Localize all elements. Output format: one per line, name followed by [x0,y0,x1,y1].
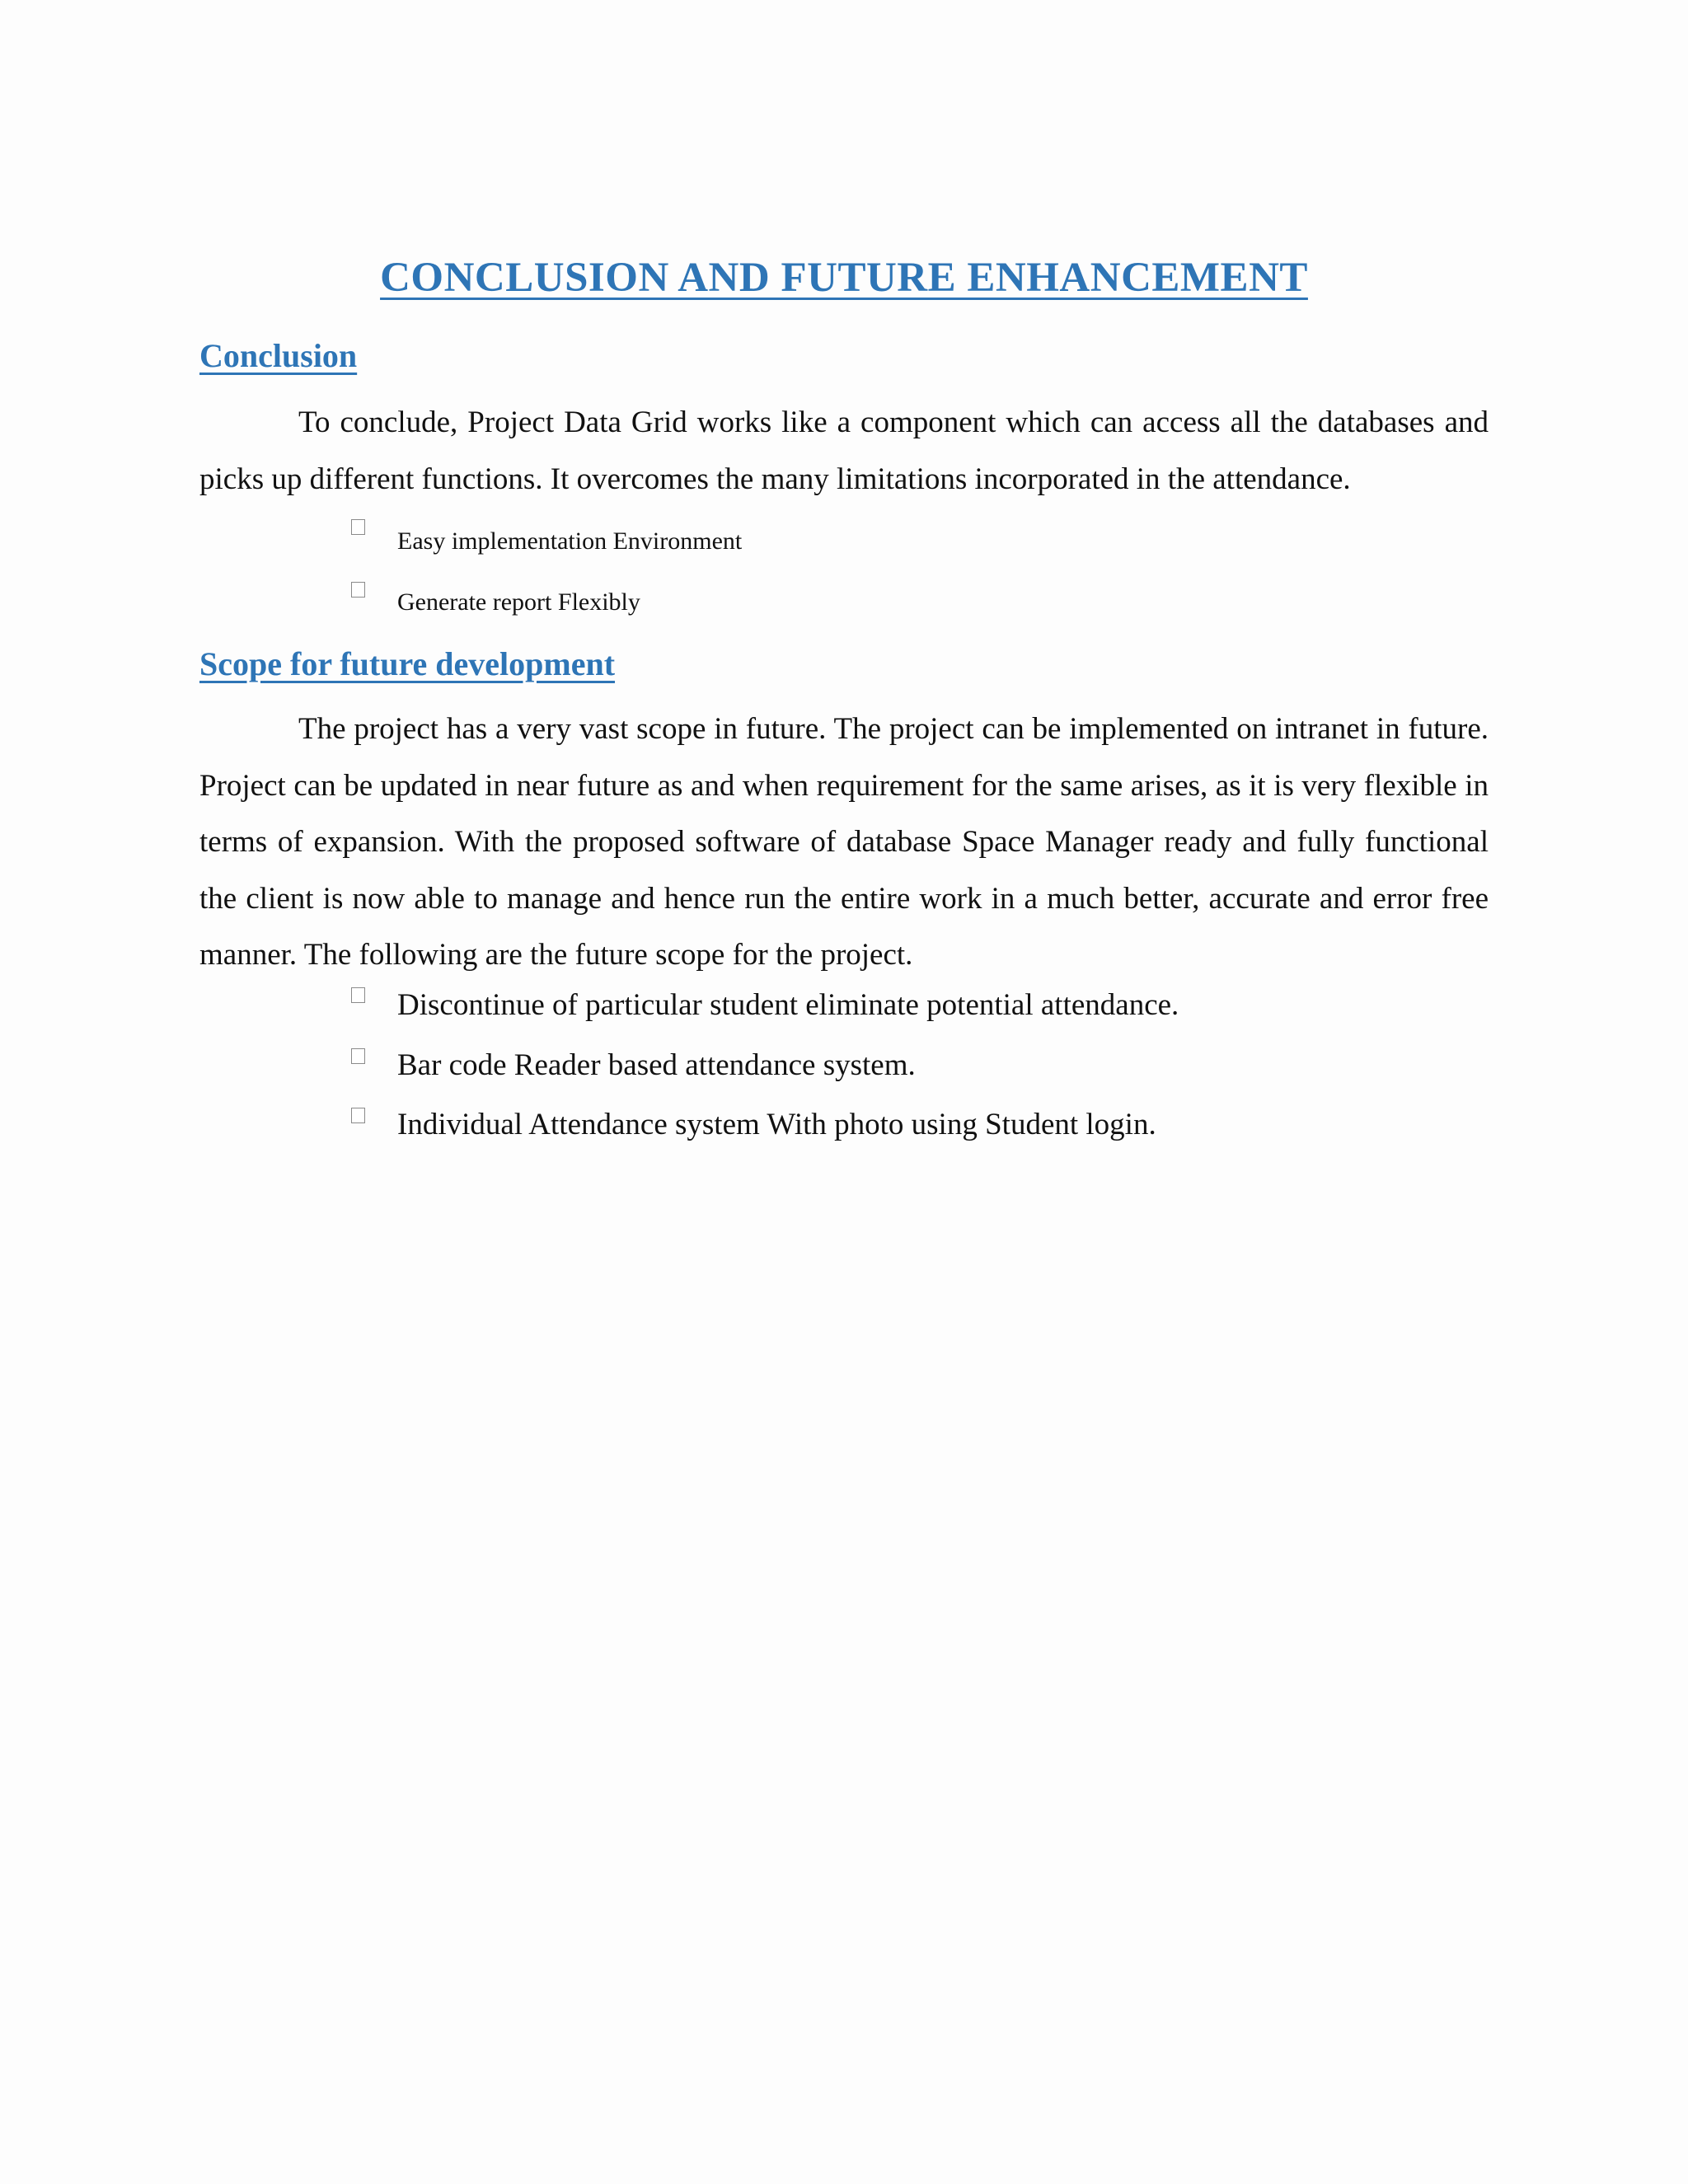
bullet-text: Discontinue of particular student eliminate potential attendance. [397,988,1179,1022]
conclusion-heading: Conclusion [199,337,358,374]
conclusion-paragraph: To conclude, Project Data Grid works like a component which can access all the databases and picks up different functions. It overcomes the many limitations incorporated in the attendance. [199,405,1489,496]
scope-heading: Scope for future development [199,645,616,682]
bullet-text: Individual Attendance system With photo using Student login. [397,1108,1156,1141]
checkbox-glyph-icon [351,1108,365,1123]
bullet-text: Easy implementation Environment [397,527,743,555]
checkbox-glyph-icon [351,519,365,535]
page-title: CONCLUSION AND FUTURE ENHANCEMENT [380,255,1308,301]
checkbox-glyph-icon [351,1048,365,1064]
checkbox-glyph-icon [351,582,365,598]
bullet-text: Generate report Flexibly [397,588,640,616]
checkbox-glyph-icon [351,987,365,1003]
bullet-text: Bar code Reader based attendance system. [397,1048,916,1082]
scope-paragraph: The project has a very vast scope in future. The project can be implemented on intranet in future. Project can be updated in near future as and when requirement for the same arises, as it is very flexible in terms of expansion. With the proposed software of database Space Manager ready and fully functional the client is now able to manage and hence run the entire work in a much better, accurate and error free manner. The following are the future scope for the project. [199,712,1489,972]
